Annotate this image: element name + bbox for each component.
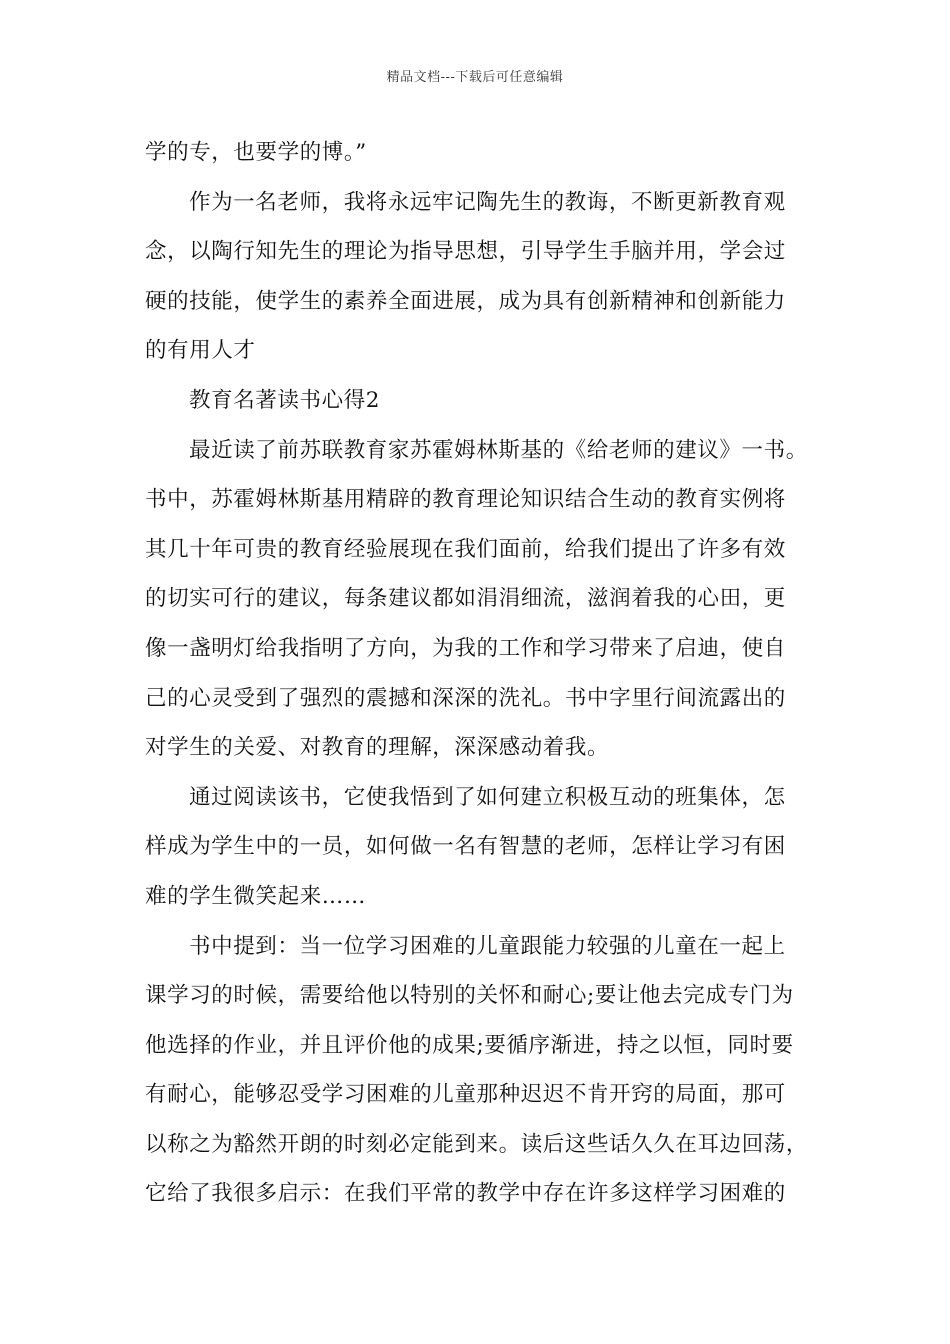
paragraph-line: 以称之为豁然开朗的时刻必定能到来。读后这些话久久在耳边回荡， [145, 1131, 809, 1157]
paragraph-line: 书中，苏霍姆林斯基用精辟的教育理论知识结合生动的教育实例将 [145, 487, 786, 513]
paragraph-line: 书中提到：当一位学习困难的儿童跟能力较强的儿童在一起上 [189, 933, 786, 959]
paragraph-line: 它给了我很多启示：在我们平常的教学中存在许多这样学习困难的 [145, 1181, 786, 1207]
paragraph-line: 通过阅读该书，它使我悟到了如何建立积极互动的班集体，怎 [189, 784, 786, 810]
document-body [145, 128, 825, 1219]
paragraph-line: 课学习的时候，需要给他以特别的关怀和耐心;要让他去完成专门为 [145, 983, 794, 1009]
section-title: 教育名著读书心得2 [189, 387, 381, 413]
paragraph-line: 样成为学生中的一员，如何做一名有智慧的老师，怎样让学习有困 [145, 834, 786, 860]
paragraph-line: 最近读了前苏联教育家苏霍姆林斯基的《给老师的建议》一书。 [189, 437, 808, 463]
paragraph-line: 作为一名老师，我将永远牢记陶先生的教诲，不断更新教育观 [189, 189, 786, 215]
paragraph-line: 有耐心，能够忍受学习困难的儿童那种迟迟不肯开窍的局面，那可 [145, 1082, 786, 1108]
paragraph-line: 其几十年可贵的教育经验展现在我们面前，给我们提出了许多有效 [145, 536, 786, 562]
paragraph-line: 念，以陶行知先生的理论为指导思想，引导学生手脑并用，学会过 [145, 239, 786, 265]
paragraph-line: 己的心灵受到了强烈的震撼和深深的洗礼。书中字里行间流露出的 [145, 685, 786, 711]
page-header: 精品文档---下载后可任意编辑 [386, 70, 564, 85]
paragraph-line: 对学生的关爱、对教育的理解，深深感动着我。 [145, 735, 610, 761]
paragraph-line: 他选择的作业，并且评价他的成果;要循序渐进，持之以恒，同时要 [145, 1032, 794, 1058]
paragraph-line: 难的学生微笑起来…… [145, 883, 367, 909]
paragraph-line: 硬的技能，使学生的素养全面进展，成为具有创新精神和创新能力 [145, 288, 786, 314]
paragraph-line: 学的专，也要学的博。” [145, 140, 367, 165]
paragraph-line: 的切实可行的建议，每条建议都如涓涓细流，滋润着我的心田，更 [145, 586, 786, 612]
paragraph-line: 像一盏明灯给我指明了方向，为我的工作和学习带来了启迪，使自 [145, 635, 786, 661]
paragraph-line: 的有用人才 [145, 338, 256, 364]
